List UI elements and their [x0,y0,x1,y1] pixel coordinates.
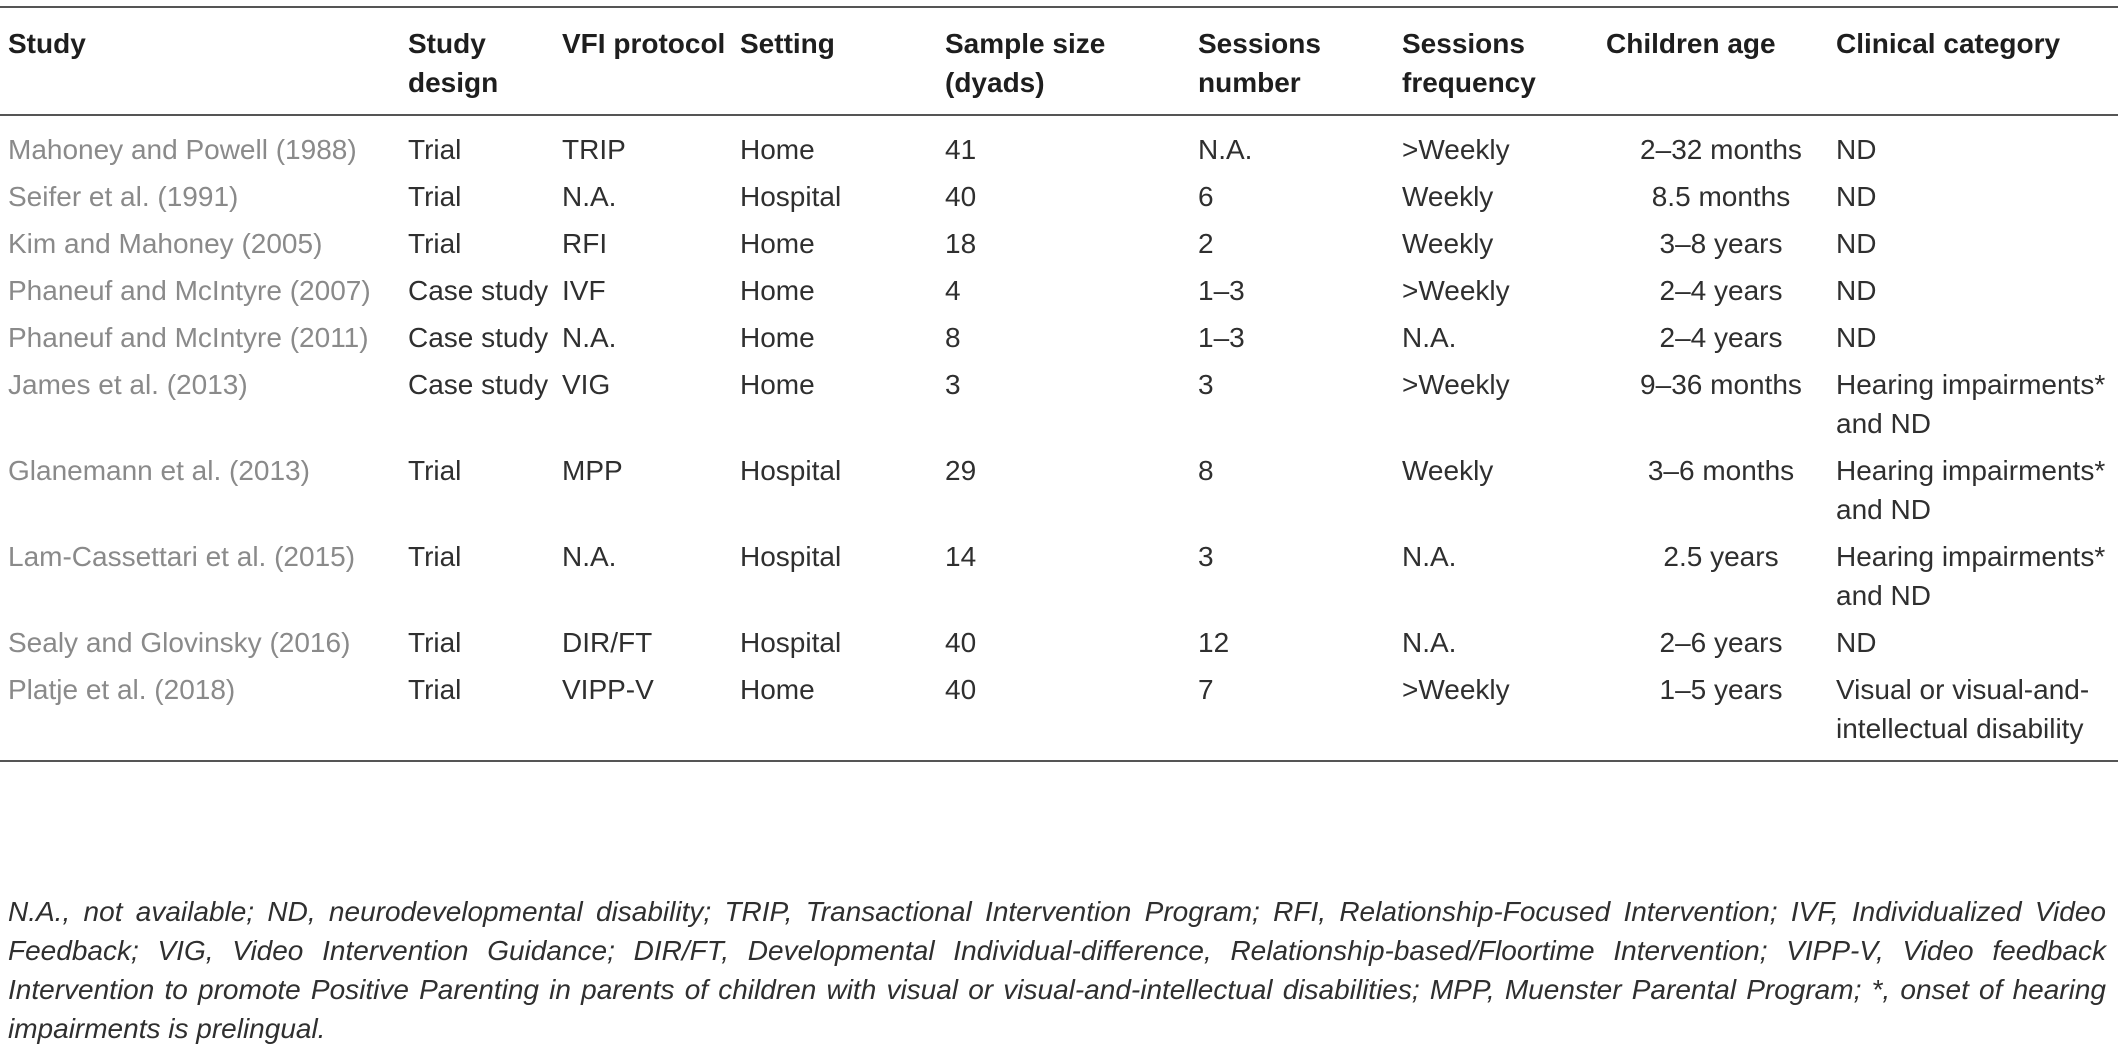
cell-vfi-protocol: MPP [562,455,623,486]
cell-sample-size: 41 [945,134,977,165]
cell-children-age: 2–32 months [1640,134,1802,165]
cell-sample-size: 8 [945,322,961,353]
cell-clinical-category: ND [1836,627,1877,658]
cell-clinical-category: Visual or visual-and-intellectual disability [1836,670,2118,761]
cell-sessions-frequency: >Weekly [1402,134,1510,165]
cell-sessions-frequency: >Weekly [1402,369,1510,400]
cell-sample-size: 3 [945,369,961,400]
cell-clinical-category: Hearing impairments* and ND [1836,541,2106,611]
cell-clinical-category: ND [1836,322,1877,353]
cell-study-design: Case study [408,322,549,353]
cell-study: Kim and Mahoney (2005) [8,228,323,259]
studies-table [0,6,2118,762]
table-row [0,623,2118,670]
cell-study-design: Trial [408,455,462,486]
cell-setting: Hospital [740,455,842,486]
header-study-design: Study design [408,7,562,115]
cell-sessions-number: 7 [1198,670,1402,761]
cell-sample-size: 40 [945,627,977,658]
header-study: Study [0,7,408,115]
cell-setting: Home [740,134,815,165]
table-row [0,115,2118,177]
cell-setting: Home [740,670,945,761]
cell-children-age: 1–5 years [1606,670,1836,761]
cell-study: Seifer et al. (1991) [8,181,239,212]
cell-sessions-frequency: >Weekly [1402,670,1606,761]
cell-sessions-number: 8 [1198,455,1214,486]
header-vfi-protocol: VFI protocol [562,7,740,115]
cell-children-age: 8.5 months [1651,181,1791,212]
header-setting: Setting [740,7,945,115]
cell-sample-size: 40 [945,181,977,212]
cell-clinical-category: ND [1836,134,1877,165]
cell-study-design: Trial [408,627,462,658]
cell-study-design: Case study [408,369,549,400]
cell-study: Sealy and Glovinsky (2016) [8,627,351,658]
cell-sessions-number: 12 [1198,627,1230,658]
cell-children-age: 3–8 years [1659,228,1783,259]
cell-sample-size: 29 [945,455,977,486]
cell-vfi-protocol: VIPP-V [562,670,740,761]
cell-vfi-protocol: N.A. [562,322,617,353]
table-footnote: N.A., not available; ND, neurodevelopmental disability; TRIP, Transactional Intervention Program; RFI, Relationship-Focused Intervention; IVF, Individualized Video Feedback; VIG, Video Intervention Guidance; DIR/FT, Developmental Individual-difference, Relationship-based/Floortime Intervention; VIPP-V, Video feedback Intervention to promote Positive Parenting in parents of children with visual or visual-and-intellectual disabilities; MPP, Muenster Parental Program; *, onset of hearing impairments is prelingual. [8,896,2106,1044]
cell-sample-size: 40 [945,670,1198,761]
table-row [0,537,2118,623]
cell-clinical-category: Hearing impairments* and ND [1836,455,2106,525]
cell-sessions-frequency: Weekly [1402,181,1494,212]
cell-study: Platje et al. (2018) [0,670,408,761]
cell-sessions-frequency: N.A. [1402,627,1457,658]
cell-study-design: Trial [408,181,462,212]
cell-vfi-protocol: DIR/FT [562,627,653,658]
cell-children-age: 2–6 years [1659,627,1783,658]
cell-study: Phaneuf and McIntyre (2007) [8,275,371,306]
cell-vfi-protocol: N.A. [562,181,617,212]
cell-sample-size: 18 [945,228,977,259]
cell-clinical-category: ND [1836,228,1877,259]
cell-children-age: 9–36 months [1640,369,1802,400]
table-row [0,177,2118,224]
cell-clinical-category: ND [1836,181,1877,212]
cell-study: Mahoney and Powell (1988) [8,134,357,165]
cell-children-age: 3–6 months [1647,455,1795,486]
table-header [0,7,2118,115]
cell-sessions-number: 3 [1198,369,1214,400]
cell-sessions-number: 2 [1198,228,1214,259]
cell-setting: Hospital [740,627,842,658]
header-sessions-number: Sessions number [1198,7,1402,115]
cell-setting: Home [740,322,815,353]
cell-study-design: Trial [408,670,562,761]
cell-sessions-frequency: N.A. [1402,322,1457,353]
cell-study: Lam-Cassettari et al. (2015) [8,541,356,572]
cell-vfi-protocol: IVF [562,275,606,306]
cell-study: Glanemann et al. (2013) [8,455,310,486]
cell-clinical-category: Hearing impairments* and ND [1836,369,2106,439]
cell-sessions-number: 1–3 [1198,275,1245,306]
cell-setting: Hospital [740,181,842,212]
table-row [0,318,2118,365]
cell-study: James et al. (2013) [8,369,248,400]
cell-study-design: Trial [408,228,462,259]
cell-vfi-protocol: N.A. [562,541,617,572]
cell-study-design: Trial [408,541,462,572]
cell-setting: Home [740,228,815,259]
table-row [0,451,2118,537]
cell-sessions-number: 6 [1198,181,1214,212]
cell-sessions-frequency: >Weekly [1402,275,1510,306]
cell-children-age: 2–4 years [1659,322,1783,353]
table-row [0,271,2118,318]
cell-clinical-category: ND [1836,275,1877,306]
cell-sessions-frequency: Weekly [1402,455,1494,486]
table-body [0,115,2118,761]
table-row [0,224,2118,271]
cell-study-design: Case study [408,275,549,306]
cell-sessions-frequency: Weekly [1402,228,1494,259]
cell-sessions-number: 1–3 [1198,322,1245,353]
cell-vfi-protocol: TRIP [562,134,626,165]
cell-children-age: 2–4 years [1659,275,1783,306]
header-clinical-category: Clinical category [1836,7,2118,115]
cell-vfi-protocol: VIG [562,369,611,400]
cell-setting: Home [740,275,815,306]
cell-sessions-number: N.A. [1198,134,1253,165]
cell-children-age: 2.5 years [1663,541,1779,572]
cell-study-design: Trial [408,134,462,165]
header-sessions-frequency: Sessions frequency [1402,7,1606,115]
table-row [0,670,2118,761]
cell-vfi-protocol: RFI [562,228,608,259]
cell-setting: Home [740,369,815,400]
cell-sample-size: 14 [945,541,977,572]
cell-sample-size: 4 [945,275,961,306]
cell-sessions-number: 3 [1198,541,1214,572]
cell-setting: Hospital [740,541,842,572]
header-sample-size: Sample size (dyads) [945,7,1198,115]
header-children-age: Children age [1606,7,1836,115]
cell-study: Phaneuf and McIntyre (2011) [8,322,369,353]
table-row [0,365,2118,451]
cell-sessions-frequency: N.A. [1402,541,1457,572]
